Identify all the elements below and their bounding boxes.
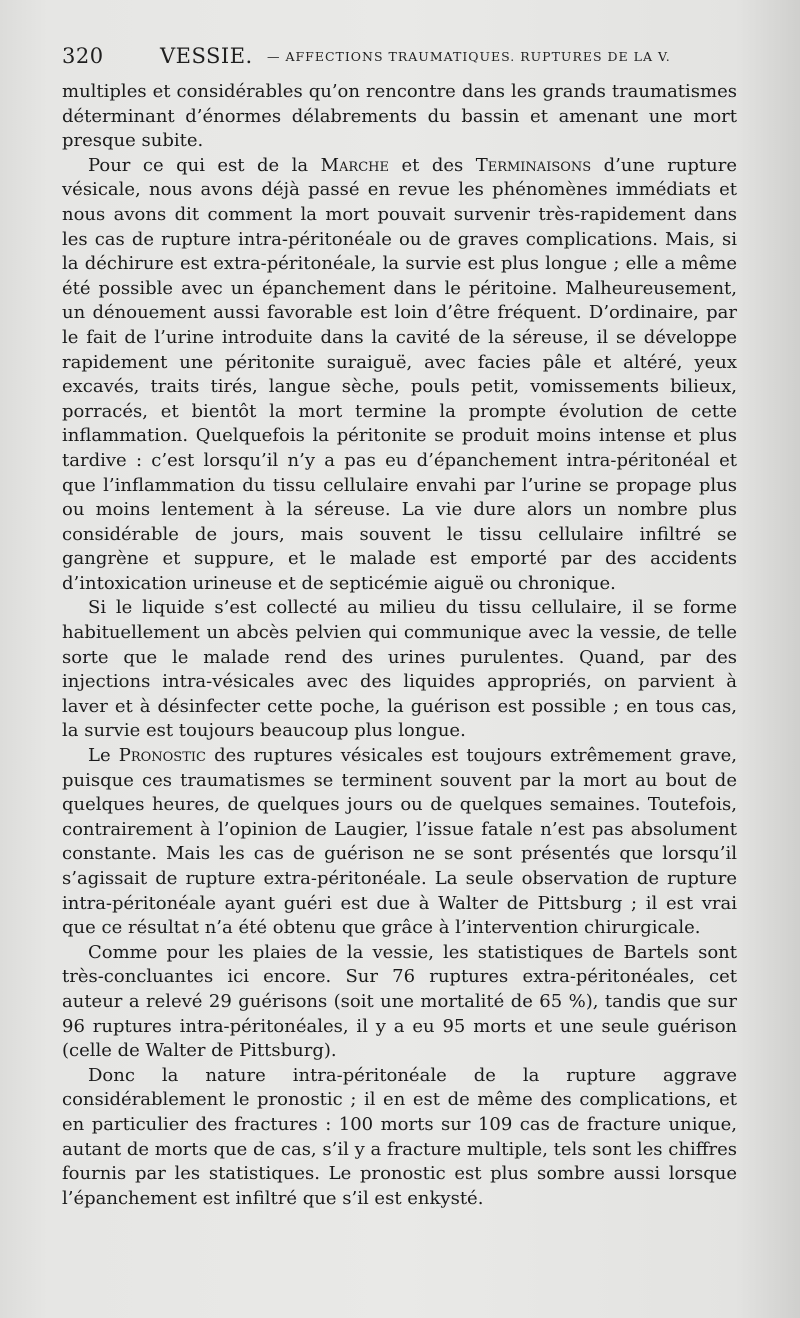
running-subtitle: — AFFECTIONS TRAUMATIQUES. RUPTURES DE LA V.	[267, 49, 671, 64]
running-title: VESSIE.	[160, 44, 253, 68]
paragraph-2-lead: Pour ce qui est de la	[88, 154, 321, 176]
paragraph-6: Donc la nature intra-péritonéale de la rupture aggrave considérablement le pronostic ; il en est de même des complications, et en particulier des fractures : 100 morts sur 109 cas de fracture unique, autant de morts que de cas, s’il y a fracture multiple, tels sont les chiffres fournis par les statistiques. Le pronostic est plus sombre aussi lorsque l’épanchement est infiltré que s’il est enkysté.	[62, 1064, 737, 1209]
term-marche: Marche	[320, 154, 389, 176]
term-pronostic: Pronostic	[118, 745, 206, 767]
paragraph-4-text: des ruptures vésicales est toujours extrêmement grave, puisque ces traumatismes se terminent souvent par la mort au bout de quelques heures, de quelques jours ou de quelques semaines. Toutefois, contrairement à l’opinion de Laugier, l’issue fatale n’est pas absolument constante. Mais les cas de guérison ne se sont présentés que lorsqu’il s’agissait de rupture extra-péritonéale. La seule observation de rupture intra-péritonéale ayant guéri est due à Walter de Pittsburg ; il est vrai que ce résultat n’a été obtenu que grâce à l’intervention chirurgicale.	[62, 745, 738, 939]
paragraph-2-mid: et des	[389, 154, 476, 176]
paragraph-3: Si le liquide s’est collecté au milieu du tissu cellulaire, il se forme habituellement un abcès pelvien qui communique avec la vessie, de telle sorte que le malade rend des urines purulentes. Quand, par des injections intra-vésicales avec des liquides appropriés, on parvient à laver et à désinfecter cette poche, la guérison est possible ; en tous cas, la survie est toujours beaucoup plus longue.	[62, 597, 737, 742]
paragraph-1: multiples et considérables qu’on rencontre dans les grands traumatismes déterminant d’énormes délabrements du bassin et amenant une mort presque subite.	[62, 81, 737, 152]
paragraph-2-text: d’une rupture vésicale, nous avons déjà passé en revue les phénomènes immédiats et nous avons dit comment la mort pouvait survenir très-rapidement dans les cas de rupture intra-péritonéale ou de graves complications. Mais, si la déchirure est extra-péritonéale, la survie est plus longue ; elle a même été possible avec un épanchement dans le péritoine. Malheureusement, un dénouement aussi favorable est loin d’être fréquent. D’ordinaire, par le fait de l’urine introduite dans la cavité de la séreuse, il se développe rapidement une péritonite suraiguë, avec facies pâle et altéré, yeux excavés, traits tirés, langue sèche, pouls petit, vomissements bilieux, porracés, et bientôt la mort termine la prompte évolution de cette inflammation. Quelquefois la péritonite se produit moins intense et plus tardive : c’est lorsqu’il n’y a pas eu d’épanchement intra-péritonéal et que l’inflammation du tissu cellulaire envahi par l’urine se propage plus ou moins lentement à la séreuse. La vie dure alors un nombre plus considérable de jours, mais souvent le tissu cellulaire infiltré se gangrène et suppure, et le malade est emporté par des accidents d’intoxication urineuse et de septicémie aiguë ou chronique.	[62, 154, 738, 594]
paragraph-2	[62, 154, 737, 597]
page-number: 320	[62, 44, 104, 68]
term-terminaisons: Terminaisons	[475, 154, 592, 176]
paragraph-4	[62, 744, 737, 941]
running-header	[62, 44, 742, 74]
body-text	[62, 80, 737, 1211]
paragraph-5: Comme pour les plaies de la vessie, les statistiques de Bartels sont très-concluantes ici encore. Sur 76 ruptures extra-péritonéales, cet auteur a relevé 29 guérisons (soit une mortalité de 65 %), tandis que sur 96 ruptures intra-péritonéales, il y a eu 95 morts et une seule guérison (celle de Walter de Pittsburg).	[62, 941, 737, 1062]
paragraph-4-lead: Le	[88, 745, 119, 767]
